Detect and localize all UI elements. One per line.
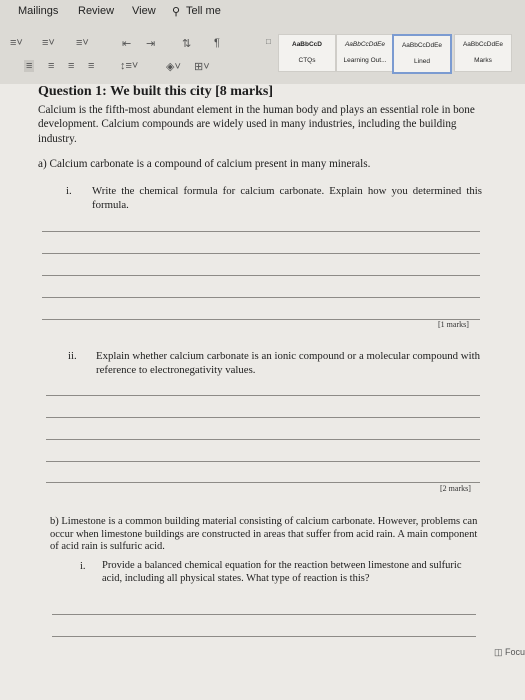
menu-bar (0, 0, 525, 24)
justify-icon[interactable]: ≡ (88, 60, 95, 72)
part-a-i-number: i. (66, 185, 72, 197)
style-learning-outcomes[interactable]: AaBbCcDdEe Learning Out... (336, 34, 394, 72)
answer-line[interactable] (42, 231, 480, 232)
part-a-ii-number: ii. (68, 350, 77, 362)
answer-line[interactable] (42, 275, 480, 276)
decrease-indent-icon[interactable]: ⇤ (122, 38, 132, 50)
part-a-i-marks: [1 marks] (438, 320, 469, 329)
answer-line[interactable] (46, 439, 480, 440)
increase-indent-icon[interactable]: ⇥ (146, 38, 156, 50)
dropdown-icon[interactable]: □ (266, 37, 271, 46)
focus-icon: ◫ (493, 647, 505, 657)
bullets-icon[interactable]: ≡˅ (10, 37, 23, 49)
align-right-icon[interactable]: ≡ (68, 60, 75, 72)
answer-line[interactable] (42, 253, 480, 254)
style-marks[interactable]: AaBbCcDdEe Marks (454, 34, 512, 72)
menu-review[interactable]: Review (78, 5, 115, 17)
answer-line[interactable] (46, 417, 480, 418)
shading-icon[interactable]: ◈˅ (166, 61, 181, 73)
answer-line[interactable] (46, 461, 480, 462)
part-a-i-text: Write the chemical formula for calcium carbonate. Explain how you determined this formula. (92, 185, 482, 211)
tell-me-icon[interactable]: ⚲ (172, 6, 181, 18)
part-b-i-number: i. (80, 561, 86, 572)
question-title: Question 1: We built this city [8 marks] (38, 84, 274, 99)
borders-icon[interactable]: ⊞˅ (194, 61, 210, 73)
sort-icon[interactable]: ⇅ (182, 38, 192, 50)
answer-line[interactable] (46, 482, 480, 483)
question-intro: Calcium is the fifth-most abundant element in the human body and plays an essential role in bone development. Calcium compounds are widely used in many industries, including the building industry. (38, 104, 475, 145)
answer-line[interactable] (42, 319, 480, 320)
part-a-ii-text: Explain whether calcium carbonate is an ionic compound or a molecular compound with reference to electronegativity values. (96, 350, 480, 376)
pilcrow-icon[interactable]: ¶ (214, 37, 220, 49)
answer-line[interactable] (52, 614, 476, 615)
numbering-icon[interactable]: ≡˅ (42, 37, 55, 49)
menu-mailings[interactable]: Mailings (18, 5, 59, 17)
menu-view[interactable]: View (132, 5, 156, 17)
ribbon (0, 0, 525, 84)
style-ctqs[interactable]: AaBbCcD CTQs (278, 34, 336, 72)
answer-line[interactable] (52, 636, 476, 637)
part-a-ii-marks: [2 marks] (440, 484, 471, 493)
answer-line[interactable] (46, 395, 480, 396)
menu-tell-me[interactable]: Tell me (186, 5, 221, 17)
line-spacing-icon[interactable]: ↕≡˅ (120, 60, 139, 72)
focus-mode-button[interactable]: ◫ Focu (493, 647, 525, 657)
align-left-icon[interactable]: ≡ (26, 60, 33, 72)
answer-line[interactable] (42, 297, 480, 298)
multilevel-list-icon[interactable]: ≡˅ (76, 37, 89, 49)
part-a-text: a) Calcium carbonate is a compound of calcium present in many minerals. (38, 158, 371, 170)
style-lined[interactable]: AaBbCcDdEe Lined (392, 34, 452, 74)
align-center-icon[interactable]: ≡ (48, 60, 55, 72)
document-page[interactable] (0, 84, 525, 700)
part-b-i-text: Provide a balanced chemical equation for the reaction between limestone and sulfuric acid, including all physical states. What type of reaction is this? (102, 560, 462, 584)
part-b-text: b) Limestone is a common building material consisting of calcium carbonate. However, problems can occur when limestone buildings are constructed in areas that suffer from acid rain. A main component of acid rain is sulfuric acid. (50, 516, 478, 552)
